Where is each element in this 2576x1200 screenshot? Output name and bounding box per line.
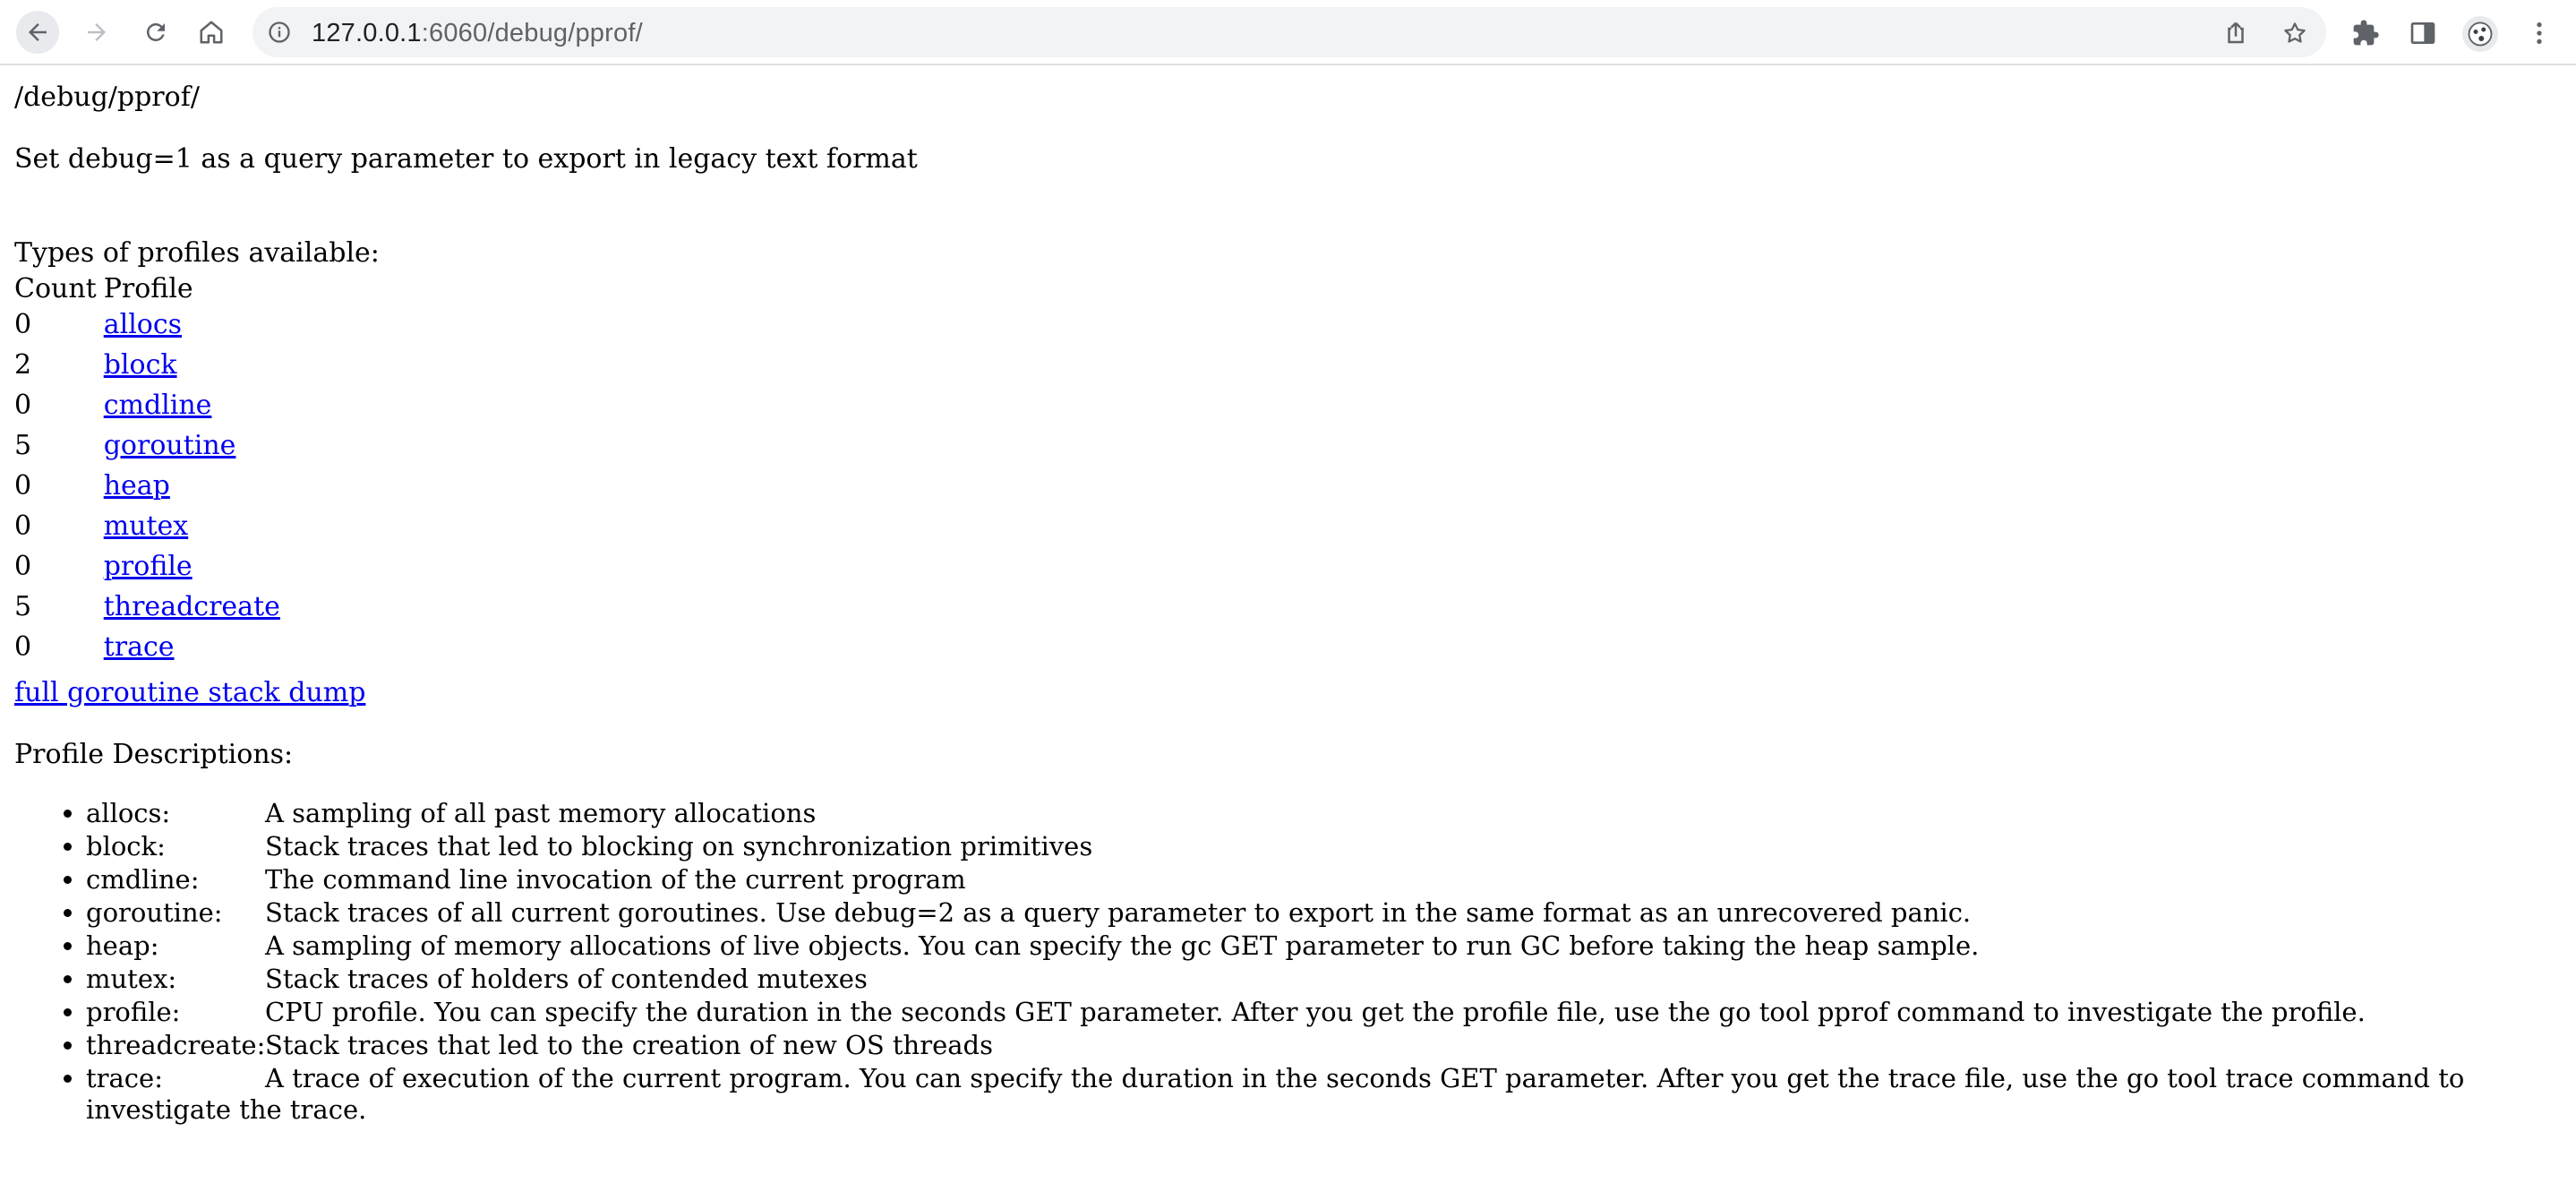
list-item: [86, 930, 2576, 964]
profile-types-heading: Types of profiles available:: [14, 237, 380, 269]
legacy-format-hint: Set debug=1 as a query parameter to export in legacy text format: [14, 143, 918, 175]
profile-link-profile[interactable]: profile: [103, 551, 193, 582]
list-item: [86, 964, 2576, 997]
home-icon: [198, 19, 225, 46]
description-text: Stack traces that led to blocking on synchronization primitives: [265, 831, 1093, 861]
table-row: [14, 309, 283, 349]
profile-count: 2: [14, 349, 32, 381]
list-item: [86, 864, 2576, 897]
table-row: [14, 551, 283, 591]
profile-link-mutex[interactable]: mutex: [103, 510, 189, 542]
profile-count: 0: [14, 551, 32, 582]
profile-count: 0: [14, 510, 32, 542]
description-name: allocs:: [86, 798, 171, 828]
description-text: A trace of execution of the current program. You can specify the duration in the seconds GET parameter. After you get the trace file, use the go tool trace command to investigate the trace.: [86, 1063, 2465, 1125]
list-item: [86, 997, 2576, 1030]
menu-kebab-icon[interactable]: [2525, 19, 2554, 47]
full-goroutine-dump-link[interactable]: full goroutine stack dump: [14, 677, 366, 708]
description-name: threadcreate:: [86, 1030, 266, 1060]
profile-avatar-icon: [2467, 21, 2494, 47]
description-name: mutex:: [86, 964, 177, 994]
share-icon[interactable]: [2222, 20, 2249, 47]
url-path: :6060/debug/pprof/: [421, 19, 643, 47]
list-item: [86, 1030, 2576, 1063]
description-text: Stack traces that led to the creation of new OS threads: [265, 1030, 993, 1060]
list-item: [86, 1063, 2576, 1125]
description-text: A sampling of memory allocations of live objects. You can specify the gc GET parameter to run GC before taking the heap sample.: [265, 930, 1980, 961]
description-text: The command line invocation of the current program: [265, 864, 966, 895]
profile-count: 0: [14, 390, 32, 421]
table-row: [14, 510, 283, 551]
list-item: [86, 798, 2576, 831]
profile-descriptions-list: [14, 798, 2576, 1125]
list-item: [86, 831, 2576, 864]
description-text: Stack traces of holders of contended mutexes: [265, 964, 868, 994]
reload-button[interactable]: [134, 11, 177, 54]
url-text[interactable]: [312, 19, 643, 48]
description-name: trace:: [86, 1063, 163, 1093]
profile-link-threadcreate[interactable]: threadcreate: [103, 591, 280, 622]
back-arrow-icon: [24, 19, 51, 46]
table-row: [14, 631, 283, 672]
profile-link-trace[interactable]: trace: [103, 631, 175, 663]
profile-count: 5: [14, 591, 32, 622]
description-text: Stack traces of all current goroutines. Use debug=2 as a query parameter to export in the same format as an unrecovered panic.: [265, 897, 1972, 928]
profile-link-allocs[interactable]: allocs: [103, 309, 183, 340]
profile-count: 0: [14, 631, 32, 663]
profile-link-cmdline[interactable]: cmdline: [103, 390, 212, 421]
description-text: A sampling of all past memory allocations: [265, 798, 817, 828]
count-column-header: Count: [14, 273, 97, 304]
profile-count: 5: [14, 430, 32, 461]
bookmark-star-icon[interactable]: [2281, 20, 2308, 47]
table-row: [14, 470, 283, 510]
table-header-row: [14, 273, 283, 309]
reload-icon: [142, 19, 169, 46]
description-name: goroutine:: [86, 897, 223, 928]
profile-link-goroutine[interactable]: goroutine: [103, 430, 236, 461]
forward-arrow-icon: [83, 19, 110, 46]
browser-toolbar: [0, 0, 2576, 65]
profile-link-heap[interactable]: heap: [103, 470, 170, 501]
back-button[interactable]: [16, 11, 59, 54]
extensions-puzzle-icon[interactable]: [2351, 19, 2380, 47]
page-title: /debug/pprof/: [14, 81, 200, 113]
table-row: [14, 349, 283, 390]
side-panel-icon[interactable]: [2409, 19, 2437, 47]
profile-column-header: Profile: [103, 273, 193, 304]
list-item: [86, 897, 2576, 930]
url-host: 127.0.0.1: [312, 19, 422, 47]
description-name: block:: [86, 831, 166, 861]
profiles-table: [10, 273, 287, 672]
address-bar[interactable]: [252, 7, 2326, 57]
description-name: heap:: [86, 930, 159, 961]
description-name: cmdline:: [86, 864, 200, 895]
profile-count: 0: [14, 470, 32, 501]
table-row: [14, 430, 283, 470]
profile-link-block[interactable]: block: [103, 349, 177, 381]
profile-count: 0: [14, 309, 32, 340]
description-text: CPU profile. You can specify the duration in the seconds GET parameter. After you get the profile file, use the go tool pprof command to investigate the profile.: [265, 997, 2366, 1027]
descriptions-heading: Profile Descriptions:: [14, 739, 294, 770]
table-row: [14, 591, 283, 631]
home-button[interactable]: [190, 11, 233, 54]
description-name: profile:: [86, 997, 181, 1027]
table-row: [14, 390, 283, 430]
forward-button[interactable]: [75, 11, 118, 54]
profile-avatar[interactable]: [2462, 16, 2498, 52]
site-info-icon[interactable]: [267, 20, 292, 45]
